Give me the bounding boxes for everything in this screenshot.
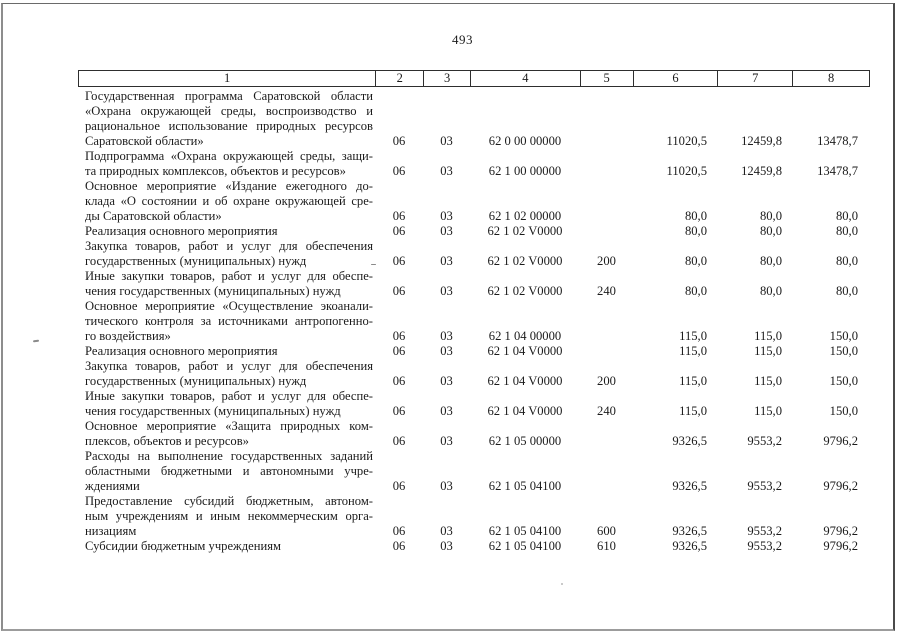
page-number: 493	[452, 32, 473, 47]
table-row	[78, 539, 870, 554]
cell-col7: 115,0	[754, 404, 782, 418]
cell-col5: 240	[597, 404, 616, 418]
cell-col4: 62 1 00 00000	[488, 164, 562, 178]
cell-col3: 03	[440, 539, 453, 553]
cell-col6: 11020,5	[666, 134, 707, 148]
cell-col2: 06	[392, 344, 406, 358]
cell-col7: 12459,8	[741, 134, 782, 148]
cell-col6: 9326,5	[672, 539, 707, 553]
program-name-line: Субсидии бюджетным учреждениям	[85, 539, 281, 553]
column-header: 8	[792, 71, 869, 86]
cell-col7: 9553,2	[747, 539, 782, 553]
cell-program-name	[78, 494, 375, 539]
cell-col7: 115,0	[754, 329, 782, 343]
cell-col6: 9326,5	[672, 524, 707, 538]
program-name-line: та природных комплексов, объектов и ресурсов»	[85, 164, 346, 178]
cell-col8: 150,0	[829, 404, 858, 418]
cell-col6: 80,0	[684, 224, 707, 238]
table-row	[78, 389, 870, 419]
cell-col8: 9796,2	[823, 434, 858, 448]
cell-col4: 62 0 00 00000	[488, 134, 562, 148]
cell-col2: 06	[392, 329, 406, 343]
cell-col7: 9553,2	[747, 434, 782, 448]
cell-col8: 9796,2	[823, 524, 858, 538]
cell-col2: 06	[392, 479, 406, 493]
cell-col7: 115,0	[754, 344, 782, 358]
program-name-line: Реализация основного мероприятия	[85, 344, 278, 358]
scan-artifact	[561, 583, 563, 585]
cell-col6: 80,0	[684, 254, 707, 268]
cell-col6: 115,0	[679, 329, 707, 343]
cell-program-name	[78, 224, 375, 239]
cell-col7: 12459,8	[741, 164, 782, 178]
program-name-line: рациональное использование природных ресурсов	[85, 119, 373, 133]
cell-col3: 03	[440, 344, 453, 358]
cell-col3: 03	[440, 404, 453, 418]
program-name-line: Расходы на выполнение государственных заданий	[85, 449, 373, 463]
cell-col2: 06	[392, 209, 406, 223]
cell-col3: 03	[440, 209, 453, 223]
cell-col8: 80,0	[835, 224, 858, 238]
cell-col4: 62 1 02 V0000	[487, 284, 563, 298]
cell-col3: 03	[440, 164, 453, 178]
cell-col6: 115,0	[679, 344, 707, 358]
cell-col5: 600	[597, 524, 616, 538]
cell-program-name	[78, 239, 375, 269]
table-row	[78, 299, 870, 344]
program-name-line: плексов, объектов и ресурсов»	[85, 434, 249, 448]
table-row	[78, 179, 870, 224]
table-row	[78, 89, 870, 149]
budget-table	[78, 70, 870, 554]
cell-col8: 13478,7	[817, 164, 858, 178]
cell-col8: 13478,7	[817, 134, 858, 148]
cell-col7: 80,0	[759, 284, 782, 298]
cell-col3: 03	[440, 329, 453, 343]
cell-col2: 06	[392, 164, 406, 178]
program-name-line: Предоставление субсидий бюджетным, автоном-	[85, 494, 373, 508]
cell-col7: 9553,2	[747, 524, 782, 538]
program-name-line: Основное мероприятие «Защита природных ком-	[85, 419, 373, 433]
program-name-line: Подпрограмма «Охрана окружающей среды, защи-	[85, 149, 373, 163]
cell-col5: 610	[597, 539, 616, 553]
program-name-line: Основное мероприятие «Издание ежегодного до-	[85, 179, 373, 193]
cell-col4: 62 1 05 04100	[488, 479, 562, 493]
cell-program-name	[78, 269, 375, 299]
cell-col8: 9796,2	[823, 539, 858, 553]
program-name-line: государственных (муниципальных) нужд	[85, 254, 307, 268]
cell-col6: 115,0	[679, 374, 707, 388]
cell-col8: 150,0	[829, 329, 858, 343]
column-header: 3	[423, 71, 470, 86]
program-name-line: низациям	[85, 524, 137, 538]
program-name-line: Закупка товаров, работ и услуг для обеспечения	[85, 239, 373, 253]
cell-col3: 03	[440, 224, 453, 238]
cell-col5: 200	[597, 254, 616, 268]
cell-col3: 03	[440, 434, 453, 448]
cell-col7: 80,0	[759, 209, 782, 223]
column-header: 6	[633, 71, 718, 86]
table-row	[78, 449, 870, 494]
column-header: 2	[375, 71, 423, 86]
cell-col3: 03	[440, 524, 453, 538]
cell-col3: 03	[440, 134, 453, 148]
cell-col8: 150,0	[829, 344, 858, 358]
program-name-line: Иные закупки товаров, работ и услуг для обеспе-	[85, 389, 373, 403]
cell-col4: 62 1 05 04100	[488, 524, 562, 538]
program-name-line: чения государственных (муниципальных) нужд	[85, 404, 341, 418]
cell-col3: 03	[440, 374, 453, 388]
table-row	[78, 494, 870, 539]
cell-col8: 80,0	[835, 284, 858, 298]
cell-col2: 06	[392, 224, 406, 238]
cell-program-name	[78, 89, 375, 149]
cell-col8: 80,0	[835, 254, 858, 268]
cell-col2: 06	[392, 539, 406, 553]
cell-program-name	[78, 389, 375, 419]
cell-col5: 240	[597, 284, 616, 298]
table-row	[78, 149, 870, 179]
program-name-line: клада «О состоянии и об охране окружающей сре-	[85, 194, 373, 208]
cell-col3: 03	[440, 254, 453, 268]
cell-col5: 200	[597, 374, 616, 388]
cell-col4: 62 1 02 V0000	[487, 224, 563, 238]
cell-program-name	[78, 449, 375, 494]
table-row	[78, 419, 870, 449]
cell-col6: 80,0	[684, 284, 707, 298]
program-name-line: Саратовской области»	[85, 134, 204, 148]
cell-col6: 9326,5	[672, 479, 707, 493]
cell-col2: 06	[392, 524, 406, 538]
cell-col2: 06	[392, 374, 406, 388]
cell-col6: 9326,5	[672, 434, 707, 448]
cell-col2: 06	[392, 434, 406, 448]
cell-col7: 80,0	[759, 224, 782, 238]
table-body	[78, 89, 870, 554]
program-name-line: «Охрана окружающей среды, воспроизводство и	[85, 104, 373, 118]
program-name-line: Реализация основного мероприятия	[85, 224, 278, 238]
cell-col2: 06	[392, 284, 406, 298]
program-name-line: ждениями	[85, 479, 140, 493]
cell-col4: 62 1 02 00000	[488, 209, 562, 223]
table-row	[78, 359, 870, 389]
cell-col8: 80,0	[835, 209, 858, 223]
cell-program-name	[78, 179, 375, 224]
table-column-header-row	[78, 70, 870, 87]
program-name-line: Основное мероприятие «Осуществление экоанали-	[85, 299, 373, 313]
table-row	[78, 344, 870, 359]
program-name-line: тического контроля за источниками антропогенно-	[85, 314, 373, 328]
table-row	[78, 269, 870, 299]
cell-col6: 11020,5	[666, 164, 707, 178]
column-header: 1	[224, 71, 231, 85]
cell-program-name	[78, 539, 375, 554]
cell-col2: 06	[392, 254, 406, 268]
program-name-line: го воздействия»	[85, 329, 171, 343]
cell-col2: 06	[392, 404, 406, 418]
cell-col7: 115,0	[754, 374, 782, 388]
cell-col6: 115,0	[679, 404, 707, 418]
program-name-line: государственных (муниципальных) нужд	[85, 374, 307, 388]
cell-col4: 62 1 05 04100	[488, 539, 562, 553]
table-row	[78, 224, 870, 239]
program-name-line: чения государственных (муниципальных) нужд	[85, 284, 341, 298]
cell-col6: 80,0	[684, 209, 707, 223]
cell-col4: 62 1 04 V0000	[487, 374, 563, 388]
cell-program-name	[78, 149, 375, 179]
cell-col8: 9796,2	[823, 479, 858, 493]
column-header: 5	[580, 71, 633, 86]
cell-col4: 62 1 04 V0000	[487, 344, 563, 358]
cell-col4: 62 1 02 V0000	[487, 254, 563, 268]
cell-col7: 9553,2	[747, 479, 782, 493]
cell-col4: 62 1 05 00000	[488, 434, 562, 448]
cell-program-name	[78, 419, 375, 449]
table-row	[78, 239, 870, 269]
column-header: 4	[470, 71, 580, 86]
cell-col3: 03	[440, 479, 453, 493]
cell-col4: 62 1 04 V0000	[487, 404, 563, 418]
cell-program-name	[78, 344, 375, 359]
program-name-line: Государственная программа Саратовской области	[85, 89, 373, 103]
cell-col7: 80,0	[759, 254, 782, 268]
cell-col4: 62 1 04 00000	[488, 329, 562, 343]
column-header: 7	[717, 71, 792, 86]
cell-col3: 03	[440, 284, 453, 298]
cell-program-name	[78, 359, 375, 389]
scan-artifact	[33, 340, 39, 342]
program-name-line: ды Саратовской области»	[85, 209, 222, 223]
cell-col8: 150,0	[829, 374, 858, 388]
cell-col2: 06	[392, 134, 406, 148]
cell-program-name	[78, 299, 375, 344]
program-name-line: областными бюджетными и автономными учре-	[85, 464, 373, 478]
program-name-line: Иные закупки товаров, работ и услуг для обеспе-	[85, 269, 373, 283]
program-name-line: Закупка товаров, работ и услуг для обеспечения	[85, 359, 373, 373]
program-name-line: ным учреждениям и иным некоммерческим орга-	[85, 509, 373, 523]
